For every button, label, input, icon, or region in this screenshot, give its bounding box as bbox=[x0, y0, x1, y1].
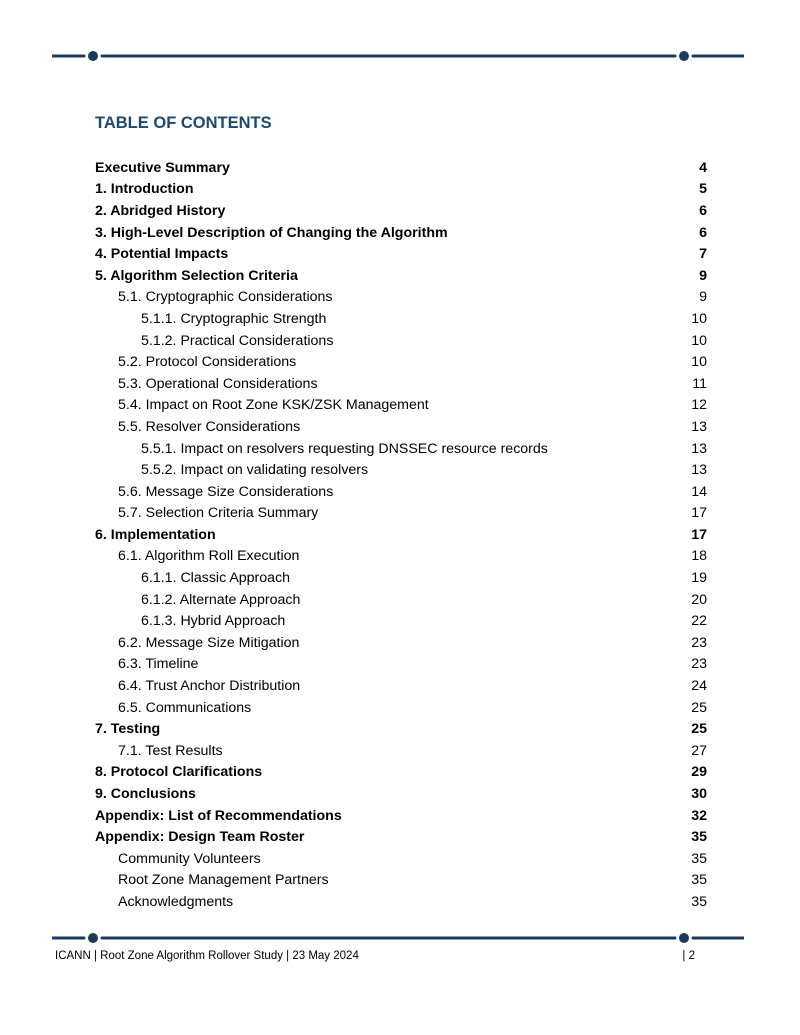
toc-entry-label: 6.1.3. Hybrid Approach bbox=[141, 613, 286, 630]
toc-entry-label: 7.1. Test Results bbox=[118, 742, 223, 759]
toc-entry-page: 27 bbox=[691, 742, 707, 759]
toc-entry-label: 5.1. Cryptographic Considerations bbox=[118, 289, 333, 306]
toc-entry-label: 6.2. Message Size Mitigation bbox=[118, 634, 300, 651]
toc-entry[interactable] bbox=[95, 826, 707, 848]
footer-page-number: | 2 bbox=[682, 950, 695, 962]
toc-entry-page: 29 bbox=[691, 764, 707, 781]
toc-entry-label: Appendix: List of Recommendations bbox=[95, 807, 342, 824]
toc-entry-page: 30 bbox=[691, 786, 707, 803]
toc-entry[interactable] bbox=[95, 675, 707, 697]
toc-entry[interactable] bbox=[95, 308, 707, 330]
toc-entry-page: 24 bbox=[691, 678, 707, 695]
toc-entry[interactable] bbox=[95, 567, 707, 589]
toc-entry-page: 22 bbox=[691, 613, 707, 630]
toc-entry[interactable] bbox=[95, 200, 707, 222]
toc-entry[interactable] bbox=[95, 546, 707, 568]
toc-entry-label: 6.4. Trust Anchor Distribution bbox=[118, 678, 301, 695]
toc-entry[interactable] bbox=[95, 805, 707, 827]
toc-entry[interactable] bbox=[95, 762, 707, 784]
toc-entry[interactable] bbox=[95, 416, 707, 438]
toc-entry-label: 1. Introduction bbox=[95, 181, 194, 198]
toc-entry[interactable] bbox=[95, 265, 707, 287]
toc-entry[interactable] bbox=[95, 179, 707, 201]
toc-entry-label: Root Zone Management Partners bbox=[118, 872, 329, 889]
toc-entry-label: 5. Algorithm Selection Criteria bbox=[95, 267, 298, 284]
toc-entry[interactable] bbox=[95, 610, 707, 632]
toc-entry-page: 13 bbox=[691, 418, 707, 435]
toc-entry-label: 5.4. Impact on Root Zone KSK/ZSK Management bbox=[118, 397, 429, 414]
toc-entry-label: 3. High-Level Description of Changing the Algorithm bbox=[95, 224, 448, 241]
toc-entry-page: 10 bbox=[691, 332, 707, 349]
toc-entry-page: 35 bbox=[691, 829, 707, 846]
toc-entry-page: 13 bbox=[691, 440, 707, 457]
toc-entry[interactable] bbox=[95, 632, 707, 654]
toc-entry-label: 9. Conclusions bbox=[95, 786, 196, 803]
toc-entry[interactable] bbox=[95, 438, 707, 460]
toc-entry-label: 6.1.1. Classic Approach bbox=[141, 570, 291, 587]
toc-entry-label: 5.7. Selection Criteria Summary bbox=[118, 505, 319, 522]
toc-entry-label: 4. Potential Impacts bbox=[95, 246, 229, 263]
toc-entry[interactable] bbox=[95, 222, 707, 244]
toc-entry[interactable] bbox=[95, 330, 707, 352]
page-title: TABLE OF CONTENTS bbox=[95, 114, 272, 132]
toc-entry-label: 8. Protocol Clarifications bbox=[95, 764, 263, 781]
toc-entry-page: 13 bbox=[691, 462, 707, 479]
toc-entry[interactable] bbox=[95, 783, 707, 805]
toc-entry-page: 18 bbox=[691, 548, 707, 565]
toc-entry-page: 17 bbox=[691, 526, 707, 543]
toc-entry[interactable] bbox=[95, 870, 707, 892]
toc-entry[interactable] bbox=[95, 697, 707, 719]
footer-rule bbox=[52, 932, 744, 944]
footer-document-info: ICANN | Root Zone Algorithm Rollover Study | 23 May 2024 bbox=[55, 950, 359, 962]
toc-entry-label: Appendix: Design Team Roster bbox=[95, 829, 305, 846]
toc-entry[interactable] bbox=[95, 287, 707, 309]
toc-entry-page: 6 bbox=[699, 202, 707, 219]
toc-entry-page: 7 bbox=[699, 246, 707, 263]
header-rule bbox=[52, 50, 744, 62]
toc-entry-page: 4 bbox=[699, 159, 707, 176]
toc-entry-label: 5.5.2. Impact on validating resolvers bbox=[141, 462, 369, 479]
toc-entry-page: 35 bbox=[691, 850, 707, 867]
toc-entry-label: 6.1. Algorithm Roll Execution bbox=[118, 548, 300, 565]
toc-entry[interactable] bbox=[95, 373, 707, 395]
toc-entry-label: 5.6. Message Size Considerations bbox=[118, 483, 334, 500]
toc-entry-label: 5.5. Resolver Considerations bbox=[118, 418, 301, 435]
toc-entry[interactable] bbox=[95, 395, 707, 417]
toc-entry[interactable] bbox=[95, 351, 707, 373]
page-footer bbox=[55, 950, 695, 962]
toc-entry-page: 25 bbox=[691, 699, 707, 716]
toc-entry-page: 35 bbox=[691, 893, 707, 910]
toc-entry-label: 7. Testing bbox=[95, 721, 161, 738]
toc-entry-label: 2. Abridged History bbox=[95, 202, 226, 219]
toc-entry-page: 10 bbox=[691, 310, 707, 327]
toc-entry-label: Acknowledgments bbox=[118, 893, 234, 910]
toc-entry-page: 17 bbox=[691, 505, 707, 522]
toc-entry-label: Community Volunteers bbox=[118, 850, 261, 867]
toc-entry-label: 5.3. Operational Considerations bbox=[118, 375, 318, 392]
toc-entry[interactable] bbox=[95, 524, 707, 546]
toc-entry-label: 6.5. Communications bbox=[118, 699, 252, 716]
toc-entry[interactable] bbox=[95, 481, 707, 503]
toc-entry[interactable] bbox=[95, 157, 707, 179]
toc-entry-page: 5 bbox=[699, 181, 707, 198]
toc-entry-page: 20 bbox=[691, 591, 707, 608]
toc-entry[interactable] bbox=[95, 848, 707, 870]
toc-entry-label: Executive Summary bbox=[95, 159, 230, 176]
toc-entry-page: 14 bbox=[691, 483, 707, 500]
toc-entry-label: 5.1.2. Practical Considerations bbox=[141, 332, 334, 349]
toc-entry-page: 12 bbox=[691, 397, 707, 414]
toc-entry[interactable] bbox=[95, 718, 707, 740]
toc-entry-page: 25 bbox=[691, 721, 707, 738]
toc-entry-label: 5.2. Protocol Considerations bbox=[118, 354, 297, 371]
toc-entry-page: 10 bbox=[691, 354, 707, 371]
table-of-contents bbox=[95, 157, 707, 913]
toc-entry-label: 5.5.1. Impact on resolvers requesting DNSSEC resource records bbox=[141, 440, 548, 457]
toc-entry[interactable] bbox=[95, 503, 707, 525]
toc-entry[interactable] bbox=[95, 740, 707, 762]
toc-entry-page: 6 bbox=[699, 224, 707, 241]
toc-entry-label: 5.1.1. Cryptographic Strength bbox=[141, 310, 327, 327]
toc-entry-page: 9 bbox=[699, 289, 707, 306]
toc-entry[interactable] bbox=[95, 654, 707, 676]
toc-entry[interactable] bbox=[95, 459, 707, 481]
toc-entry-label: 6. Implementation bbox=[95, 526, 216, 543]
toc-entry-page: 35 bbox=[691, 872, 707, 889]
toc-entry[interactable] bbox=[95, 589, 707, 611]
toc-entry-page: 23 bbox=[691, 656, 707, 673]
toc-entry-page: 23 bbox=[691, 634, 707, 651]
toc-entry-page: 9 bbox=[699, 267, 707, 284]
toc-entry-page: 19 bbox=[691, 570, 707, 587]
toc-entry[interactable] bbox=[95, 243, 707, 265]
toc-entry-page: 32 bbox=[691, 807, 707, 824]
toc-entry-label: 6.3. Timeline bbox=[118, 656, 199, 673]
toc-entry-label: 6.1.2. Alternate Approach bbox=[141, 591, 301, 608]
toc-entry[interactable] bbox=[95, 891, 707, 913]
toc-entry-page: 11 bbox=[692, 375, 707, 392]
